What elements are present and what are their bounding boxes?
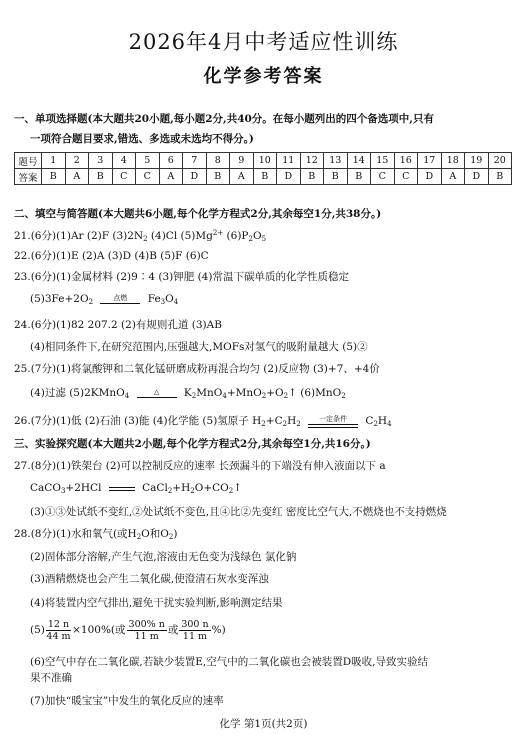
page-title: 2026年4月中考适应性训练 — [128, 30, 399, 54]
row-label-answer: 答案 — [15, 169, 42, 185]
question-number-cell: 4 — [112, 153, 136, 169]
answer-q28-2: (2)固体部分溶解,产生气泡,溶液由无色变为浅绿色 氯化钠 — [30, 551, 297, 563]
answer-table-answer-row — [15, 169, 512, 185]
answer-table-number-row — [15, 153, 512, 169]
answer-cell: B — [488, 169, 512, 185]
section3-heading: 三、实验探究题(本大题共2小题,每个化学方程式2分,其余每空1分,共16分。) — [14, 438, 371, 450]
answer-q24: 24.(6分)(1)82 207.2 (2)有规则孔道 (3)AB — [14, 319, 222, 331]
answer-cell: B — [347, 169, 371, 185]
answer-cell: B — [324, 169, 348, 185]
page-subtitle: 化学参考答案 — [203, 66, 324, 87]
answer-cell: B — [206, 169, 230, 185]
answer-cell: B — [42, 169, 66, 185]
section1-heading-cont: 一项符合题目要求,错选、多选或未选均不得分。) — [30, 133, 254, 145]
answer-q23: 23.(6分)(1)金属材料 (2)9∶4 (3)钾肥 (4)常温下碳单质的化学性质稳定 — [14, 271, 349, 283]
question-number-cell: 7 — [183, 153, 207, 169]
fraction: $\frac{300 n}{11 m}$ — [181, 618, 209, 642]
question-number-cell: 5 — [136, 153, 160, 169]
answer-q28-7: (7)加快“暖宝宝”中发生的氧化反应的速率 — [30, 695, 224, 707]
answer-q27-equation: CaCO$_3$+2HCl $CaCl_2+H_2O+CO_2↑$ — [30, 482, 243, 495]
answer-q26: 26.(7分)(1)低 (2)石油 (3)能 (4)化学能 (5)氢原子 $H_2+C_2H_2$ 一定条件 $C_2H_4$ — [14, 414, 392, 428]
answer-cell: D — [183, 169, 207, 185]
question-number-cell: 3 — [89, 153, 113, 169]
answer-cell: A — [230, 169, 254, 185]
answer-cell: C — [136, 169, 160, 185]
answer-cell: D — [277, 169, 301, 185]
page-footer: 化学 第1页(共2页) — [219, 718, 308, 730]
answer-cell: D — [418, 169, 442, 185]
answer-q25: 25.(7分)(1)将氯酸钾和二氧化锰研磨成粉再混合均匀 (2)反应物 (3)+7、+4价 — [14, 363, 380, 375]
reaction-condition: 点燃 — [100, 294, 140, 304]
answer-cell: A — [65, 169, 89, 185]
question-number-cell: 6 — [159, 153, 183, 169]
question-number-cell: 20 — [488, 153, 512, 169]
reaction-condition: 一定条件 — [308, 415, 358, 428]
section1-heading: 一、单项选择题(本大题共20小题,每小题2分,共40分。在每小题列出的四个备选项中,只有 — [14, 113, 434, 125]
answer-cell: D — [465, 169, 489, 185]
question-number-cell: 1 — [42, 153, 66, 169]
reaction-condition: △ — [137, 388, 177, 398]
answer-q28-4: (4)将装置内空气排出,避免干扰实验判断,影响测定结果 — [30, 597, 283, 609]
equals-sign — [109, 486, 135, 491]
answer-q28-6-cont: 果不准确 — [30, 672, 72, 684]
answer-q22: 22.(6分)(1)E (2)A (3)D (4)B (5)F (6)C — [14, 250, 209, 262]
question-number-cell: 19 — [465, 153, 489, 169]
answer-q21: 21.(6分)(1)Ar (2)F $(3)2N_2$ (4)Cl $(5)Mg^{2+}$ $(6)P_2O_5$ — [14, 229, 267, 243]
answer-cell: C — [394, 169, 418, 185]
question-number-cell: 18 — [441, 153, 465, 169]
answer-cell: C — [371, 169, 395, 185]
question-number-cell: 15 — [371, 153, 395, 169]
row-label-number: 题号 — [15, 153, 42, 169]
section2-heading: 二、填空与简答题(本大题共6小题,每个化学方程式2分,其余每空1分,共38分。) — [14, 208, 382, 220]
question-number-cell: 17 — [418, 153, 442, 169]
answer-q24-cont: (4)相同条件下,在研究范围内,压强越大,MOFs对氢气的吸附量越大 (5)② — [30, 341, 368, 353]
question-number-cell: 9 — [230, 153, 254, 169]
answer-cell: B — [253, 169, 277, 185]
question-number-cell: 8 — [206, 153, 230, 169]
question-number-cell: 11 — [277, 153, 301, 169]
answer-cell: A — [441, 169, 465, 185]
answer-q28: 28.(8分)(1)水和氧气(或$H_2O$和$O_2$) — [14, 528, 178, 541]
answer-q27-cont: (3)①③处试纸不变红,②处试纸不变色,且④比②先变红 密度比空气大,不燃烧也不支持燃烧 — [30, 506, 447, 518]
question-number-cell: 16 — [394, 153, 418, 169]
fraction: $\frac{12 n}{44 m}$ — [46, 618, 71, 642]
question-number-cell: 13 — [324, 153, 348, 169]
answer-cell: A — [159, 169, 183, 185]
answer-cell: B — [89, 169, 113, 185]
answer-table — [14, 152, 512, 185]
answer-q28-6: (6)空气中存在二氧化碳,若缺少装置E,空气中的二氧化碳也会被装置D吸收,导致实验结 — [30, 656, 428, 668]
answer-cell: B — [300, 169, 324, 185]
fraction: $\frac{300\% n}{11 m}$ — [128, 618, 165, 642]
answer-q25-equation: (4)过滤 (5)2KMnO$_4$ △ $K_2MnO_4+MnO_2+O_2↑$ (6)MnO$_2$ — [30, 387, 346, 400]
answer-cell: C — [112, 169, 136, 185]
question-number-cell: 12 — [300, 153, 324, 169]
question-number-cell: 14 — [347, 153, 371, 169]
answer-q28-3: (3)酒精燃烧也会产生二氧化碳,使澄清石灰水变浑浊 — [30, 573, 269, 585]
question-number-cell: 2 — [65, 153, 89, 169]
question-number-cell: 10 — [253, 153, 277, 169]
answer-q28-5: (5) $\frac{12 n}{44 m}$ ×100%(或 $\frac{300\% n}{11 m}$ 或 $\frac{300 n}{11 m}$ %) — [30, 618, 226, 642]
answer-q23-equation: $(5)3Fe+2O_2$ 点燃 $Fe_3O_4$ — [30, 293, 179, 306]
answer-q27: 27.(8分)(1)铁架台 (2)可以控制反应的速率 长颈漏斗的下端没有伸入液面以下 a — [14, 460, 386, 472]
